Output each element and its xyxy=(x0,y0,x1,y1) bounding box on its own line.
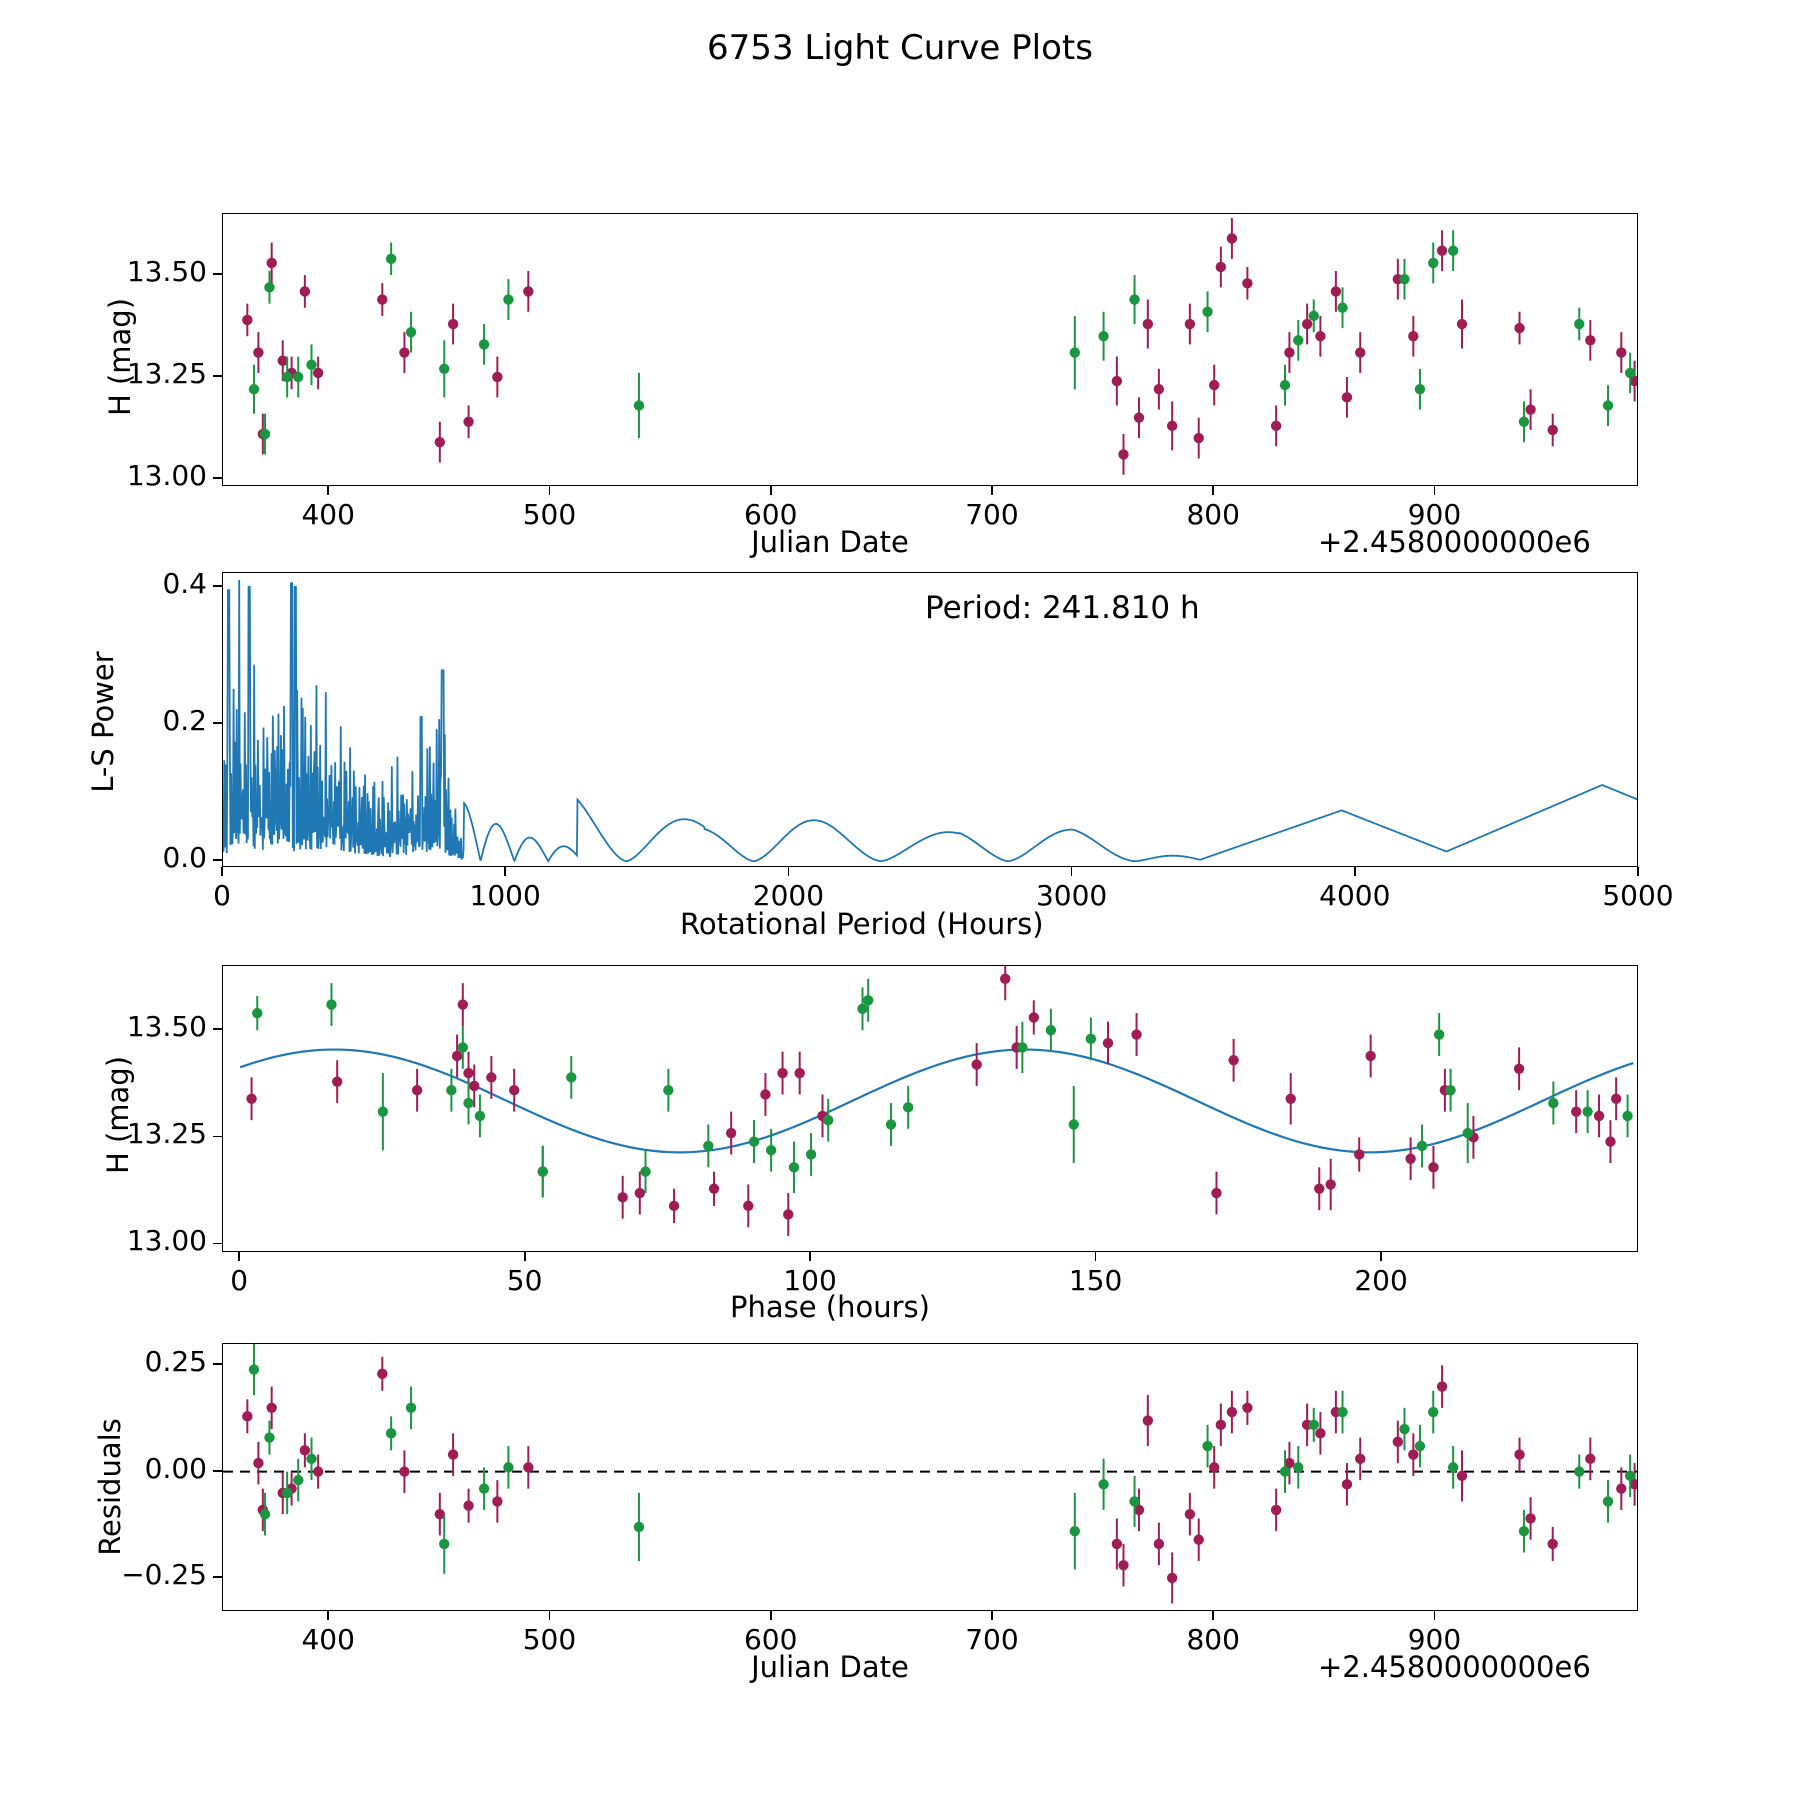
x-tick-mark xyxy=(1354,867,1356,876)
residuals-canvas xyxy=(223,1344,1638,1611)
y-tick-label: 13.50 xyxy=(126,1010,207,1044)
x-tick-label: 600 xyxy=(743,1623,798,1656)
x-tick-mark xyxy=(770,486,772,495)
x-tick-mark xyxy=(1071,867,1073,876)
x-tick-mark xyxy=(1212,486,1214,495)
y-tick-mark xyxy=(213,722,222,724)
x-tick-mark xyxy=(1637,867,1639,876)
y-tick-label: 13.00 xyxy=(126,458,207,492)
y-tick-mark xyxy=(213,375,222,377)
y-tick-mark xyxy=(213,273,222,275)
y-tick-mark xyxy=(213,1363,222,1365)
periodogram-xlabel: Rotational Period (Hours) xyxy=(680,907,1044,941)
y-tick-mark xyxy=(213,1470,222,1472)
x-tick-label: 200 xyxy=(1354,1264,1408,1297)
x-tick-mark xyxy=(1434,1611,1436,1620)
lightcurve-xlabel: Julian Date xyxy=(751,525,909,559)
x-tick-label: 3000 xyxy=(1035,879,1108,912)
phased-xlabel: Phase (hours) xyxy=(730,1290,930,1324)
y-tick-mark xyxy=(213,859,222,861)
y-tick-mark xyxy=(213,1576,222,1578)
y-tick-label: 13.25 xyxy=(126,1117,207,1151)
series-series_b xyxy=(249,1344,1636,1574)
lightcurve-ylabel: H (mag) xyxy=(103,297,137,417)
y-tick-mark xyxy=(213,585,222,587)
periodogram-ylabel: L-S Power xyxy=(86,651,120,793)
x-tick-mark xyxy=(1380,1252,1382,1261)
phased-ylabel: H (mag) xyxy=(101,1055,135,1175)
phase-fit-curve xyxy=(240,1050,1633,1153)
x-tick-mark xyxy=(1434,486,1436,495)
x-tick-label: 700 xyxy=(965,498,1019,531)
x-tick-label: 100 xyxy=(783,1264,837,1297)
x-tick-mark xyxy=(549,486,551,495)
series-series_b xyxy=(249,230,1636,454)
residuals-axes xyxy=(222,1343,1638,1611)
x-tick-label: 500 xyxy=(522,1623,577,1656)
x-tick-label: 1000 xyxy=(469,879,541,912)
x-tick-mark xyxy=(504,867,506,876)
phased-axes xyxy=(222,965,1638,1252)
x-tick-mark xyxy=(788,867,790,876)
x-tick-label: 900 xyxy=(1407,1623,1462,1656)
y-tick-mark xyxy=(213,477,222,479)
x-tick-mark xyxy=(327,486,329,495)
lightcurve-x-offset: +2.4580000000e6 xyxy=(1318,525,1591,559)
x-tick-label: 600 xyxy=(743,498,798,531)
x-tick-label: 800 xyxy=(1186,1623,1240,1656)
figure-title: 6753 Light Curve Plots xyxy=(707,28,1093,68)
x-tick-label: 900 xyxy=(1407,498,1462,531)
y-tick-label: 0.2 xyxy=(162,703,207,737)
series-series_b xyxy=(252,979,1633,1197)
residuals-xlabel: Julian Date xyxy=(751,1650,909,1684)
x-tick-label: 800 xyxy=(1186,498,1240,531)
x-tick-mark xyxy=(549,1611,551,1620)
x-tick-label: 150 xyxy=(1068,1264,1123,1297)
x-tick-mark xyxy=(1212,1611,1214,1620)
phased-canvas xyxy=(223,966,1638,1252)
x-tick-mark xyxy=(770,1611,772,1620)
residuals-ylabel: Residuals xyxy=(93,1418,127,1556)
x-tick-label: 0 xyxy=(213,879,231,912)
y-tick-label: 0.00 xyxy=(144,1451,207,1485)
x-tick-label: 700 xyxy=(965,1623,1019,1656)
lightcurve-axes xyxy=(222,213,1638,486)
x-tick-mark xyxy=(327,1611,329,1620)
x-tick-label: 400 xyxy=(301,498,355,531)
series-series_a xyxy=(242,218,1638,475)
x-tick-label: 0 xyxy=(230,1264,249,1297)
x-tick-label: 400 xyxy=(301,1623,355,1656)
y-tick-label: 13.50 xyxy=(126,255,207,289)
x-tick-mark xyxy=(991,486,993,495)
x-tick-label: 500 xyxy=(522,498,577,531)
x-tick-mark xyxy=(809,1252,811,1261)
x-tick-label: 50 xyxy=(506,1264,543,1297)
period-annotation: Period: 241.810 h xyxy=(925,590,1200,626)
y-tick-label: 0.25 xyxy=(144,1345,207,1379)
x-tick-mark xyxy=(221,867,223,876)
x-tick-mark xyxy=(991,1611,993,1620)
y-tick-label: −0.25 xyxy=(121,1557,207,1591)
x-tick-mark xyxy=(524,1252,526,1261)
series-series_a xyxy=(246,965,1621,1236)
y-tick-label: 0.0 xyxy=(162,841,207,875)
x-tick-label: 5000 xyxy=(1602,879,1674,912)
x-tick-label: 2000 xyxy=(752,879,825,912)
y-tick-mark xyxy=(213,1243,222,1245)
residuals-x-offset: +2.4580000000e6 xyxy=(1318,1650,1591,1684)
lightcurve-canvas xyxy=(223,214,1638,486)
x-tick-mark xyxy=(238,1252,240,1261)
y-tick-label: 13.25 xyxy=(126,356,207,390)
y-tick-label: 13.00 xyxy=(126,1224,207,1258)
x-tick-mark xyxy=(1095,1252,1097,1261)
y-tick-mark xyxy=(213,1028,222,1030)
x-tick-label: 4000 xyxy=(1319,879,1391,912)
series-series_a xyxy=(242,1357,1638,1604)
y-tick-mark xyxy=(213,1136,222,1138)
y-tick-label: 0.4 xyxy=(162,566,207,600)
